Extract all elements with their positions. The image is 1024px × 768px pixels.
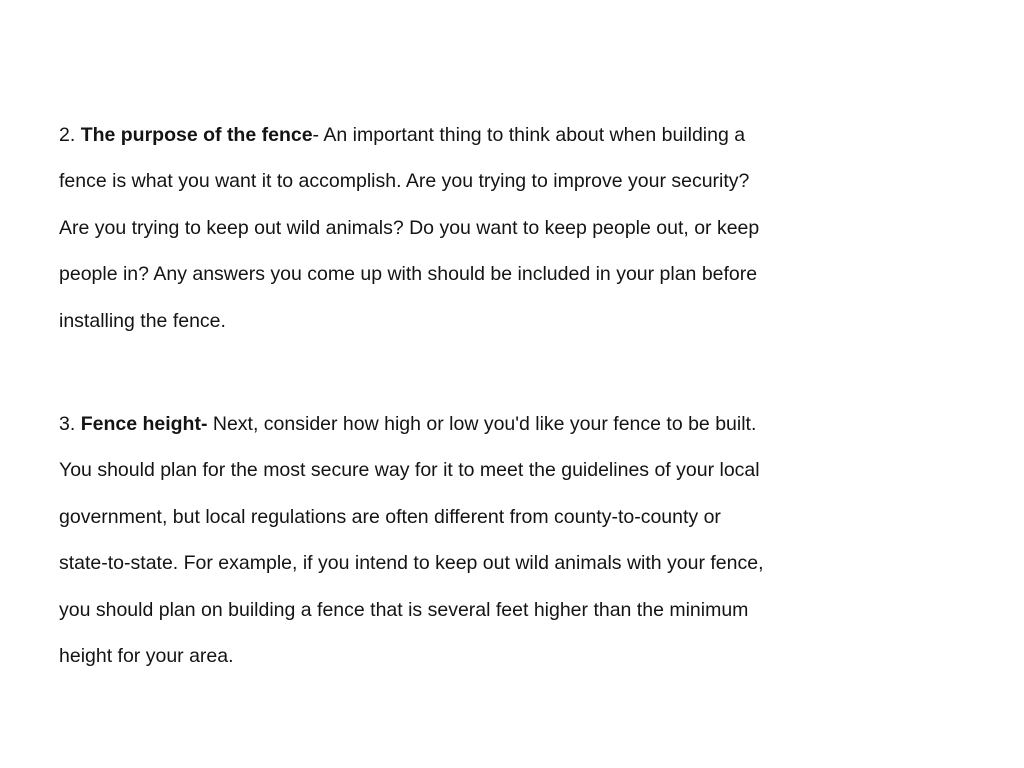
section-heading: The purpose of the fence (80, 124, 313, 146)
line-text: - An important thing to think about when building a (312, 124, 746, 146)
paragraph-line: you should plan on building a fence that is several feet higher than the minimum (59, 598, 749, 621)
paragraph-line: You should plan for the most secure way for it to meet the guidelines of your local (59, 459, 760, 482)
height-paragraph (59, 401, 959, 679)
line-text: Next, consider how high or low you'd like your fence to be built. (207, 413, 757, 435)
section-number: 2. (59, 124, 76, 146)
paragraph-line (59, 112, 959, 158)
purpose-paragraph (59, 112, 959, 344)
paragraph-line (59, 401, 959, 447)
paragraph-line: Are you trying to keep out wild animals? Do you want to keep people out, or keep (59, 216, 760, 239)
paragraph-line: government, but local regulations are often different from county-to-county or (59, 505, 721, 528)
section-heading: Fence height- (80, 413, 208, 435)
paragraph-line: state-to-state. For example, if you intend to keep out wild animals with your fence, (59, 552, 764, 575)
paragraph-line: fence is what you want it to accomplish. Are you trying to improve your security? (59, 170, 750, 193)
paragraph-line: installing the fence. (59, 309, 226, 332)
paragraph-line: height for your area. (59, 645, 234, 668)
section-number: 3. (59, 413, 76, 435)
paragraph-line: people in? Any answers you come up with should be included in your plan before (59, 263, 758, 286)
